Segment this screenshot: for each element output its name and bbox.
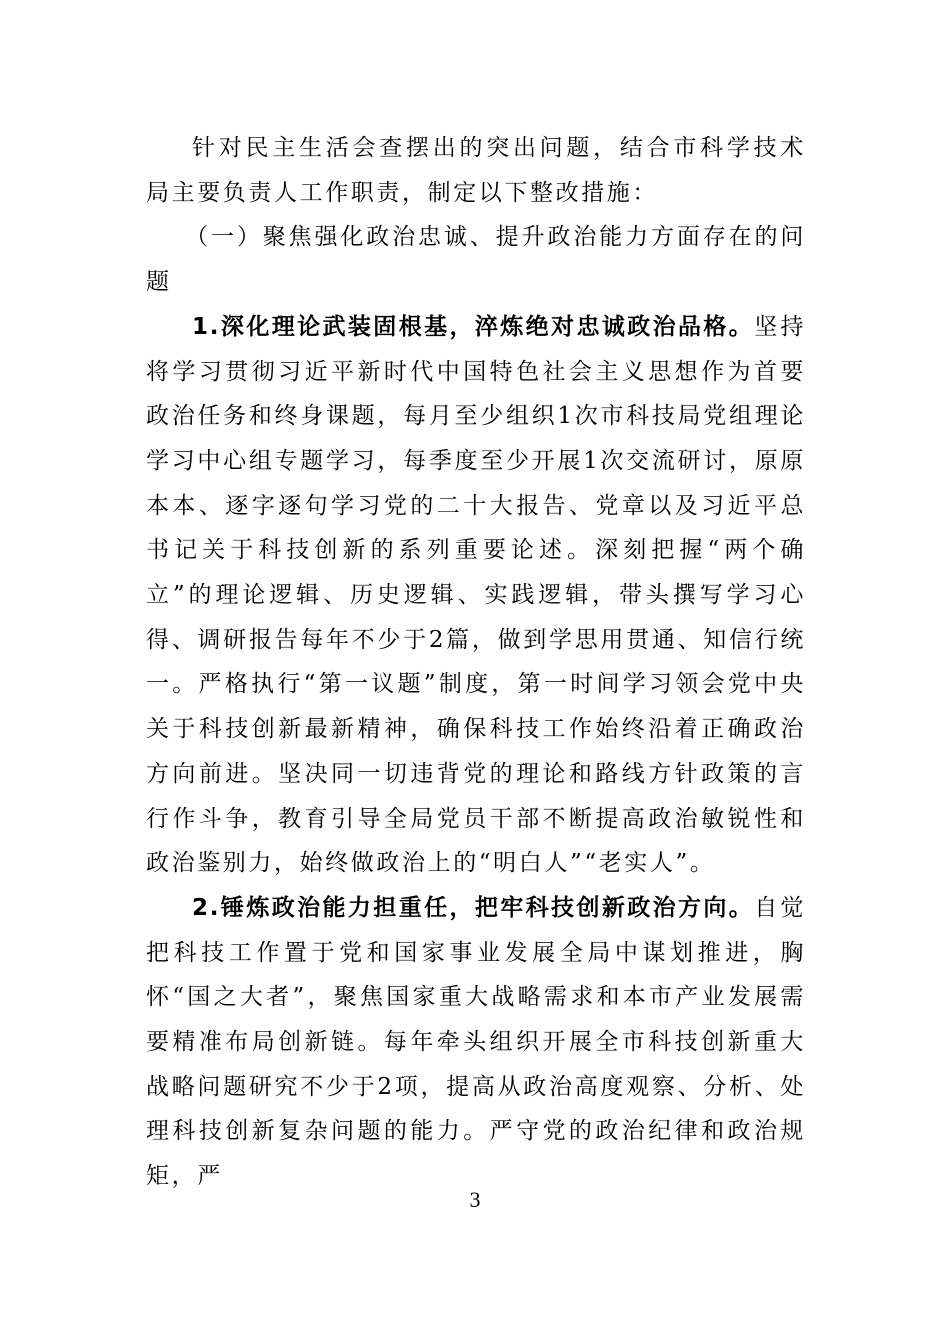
measure-body-1: 坚持将学习贯彻习近平新时代中国特色社会主义思想作为首要政治任务和终身课题，每月至少组织1次市科技局党组理论学习中心组专题学习，每季度至少开展1次交流研讨，原原本本、逐字逐句学习党的二十大报告、党章以及习近平总书记关于科技创新的系列重要论述。深刻把握“两个确立”的理论逻辑、历史逻辑、实践逻辑，带头撰写学习心得、调研报告每年不少于2篇，做到学思用贯通、知信行统一。严格执行“第一议题”制度，第一时间学习领会党中央关于科技创新最新精神，确保科技工作始终沿着正确政治方向前进。坚决同一切违背党的理论和路线方针政策的言行作斗争，教育引导全局党员干部不断提高政治敏锐性和政治鉴别力，始终做政治上的“明白人”“老实人”。 [146, 313, 806, 877]
measure-paragraph-2 [146, 886, 806, 1199]
document-body [146, 126, 806, 1199]
measure-body-2: 自觉把科技工作置于党和国家事业发展全局中谋划推进，胸怀“国之大者”，聚焦国家重大战略需求和本市产业发展需要精准布局创新链。每年牵头组织开展全市科技创新重大战略问题研究不少于2项，提高从政治高度观察、分析、处理科技创新复杂问题的能力。严守党的政治纪律和政治规矩，严 [146, 894, 806, 1190]
page-number: 3 [469, 1187, 481, 1212]
intro-paragraph: 针对民主生活会查摆出的突出问题，结合市科学技术局主要负责人工作职责，制定以下整改措施： [146, 135, 806, 206]
measure-paragraph-1 [146, 305, 806, 886]
measure-title-1: 1.深化理论武装固根基，淬炼绝对忠诚政治品格。 [192, 313, 755, 340]
measure-title-2: 2.锤炼政治能力担重任，把牢科技创新政治方向。 [192, 894, 755, 921]
section-heading: （一）聚焦强化政治忠诚、提升政治能力方面存在的问题 [146, 224, 806, 296]
